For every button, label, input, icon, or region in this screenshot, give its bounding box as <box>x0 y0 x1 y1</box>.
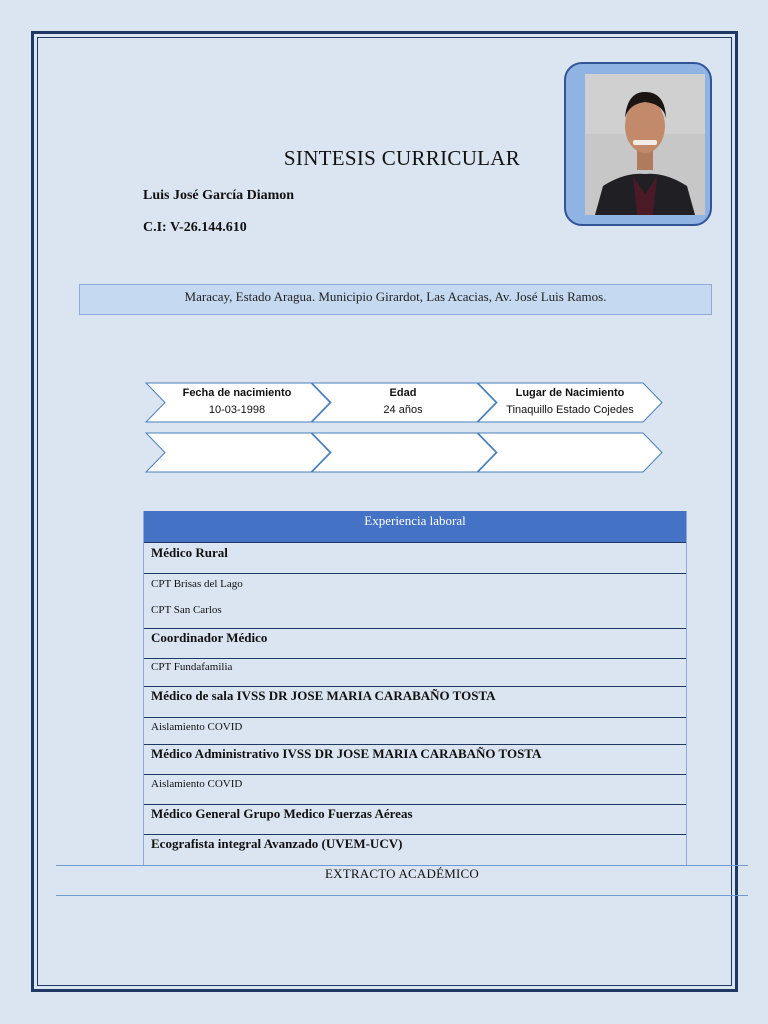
academic-section-title: EXTRACTO ACADÉMICO <box>325 866 479 881</box>
birthdate-value: 10-03-1998 <box>208 404 266 416</box>
address-box: Maracay, Estado Aragua. Municipio Girardot, Las Acacias, Av. José Luis Ramos. <box>79 284 712 315</box>
chevron-empty-2 <box>312 433 496 472</box>
age-value: 24 años <box>383 404 423 416</box>
experience-row: Médico Rural <box>144 543 686 574</box>
birthplace-value: Tinaquillo Estado Cojedes <box>506 404 634 416</box>
experience-row: CPT Fundafamilia <box>144 659 686 687</box>
experience-row: Médico de sala IVSS DR JOSE MARIA CARABAÑO TOSTA <box>144 687 686 718</box>
experience-row: Médico General Grupo Medico Fuerzas Aéreas <box>144 805 686 835</box>
birthplace-info <box>495 385 645 419</box>
candidate-id: C.I: V-26.144.610 <box>143 220 247 235</box>
experience-row-group <box>144 574 686 629</box>
birthdate-info <box>162 385 312 419</box>
age-info <box>328 385 478 419</box>
document-title: SINTESIS CURRICULAR <box>283 146 521 170</box>
birthplace-label: Lugar de Nacimiento <box>515 387 625 399</box>
chevron-empty-3 <box>478 433 662 472</box>
chevron-empty-1 <box>146 433 330 472</box>
experience-row: Aislamiento COVID <box>144 775 686 805</box>
experience-row: Aislamiento COVID <box>144 718 686 745</box>
experience-row: Coordinador Médico <box>144 629 686 659</box>
birthdate-label: Fecha de nacimiento <box>182 387 292 399</box>
divider-bottom <box>56 895 748 896</box>
experience-row: CPT San Carlos <box>151 604 222 616</box>
age-label: Edad <box>389 387 417 399</box>
experience-table <box>143 511 687 865</box>
experience-row: CPT Brisas del Lago <box>151 578 243 590</box>
experience-header: Experiencia laboral <box>144 511 686 543</box>
experience-row: Ecografista integral Avanzado (UVEM-UCV) <box>151 836 403 851</box>
experience-row: Médico Administrativo IVSS DR JOSE MARIA CARABAÑO TOSTA <box>144 745 686 775</box>
candidate-name: Luis José García Diamon <box>143 188 295 203</box>
